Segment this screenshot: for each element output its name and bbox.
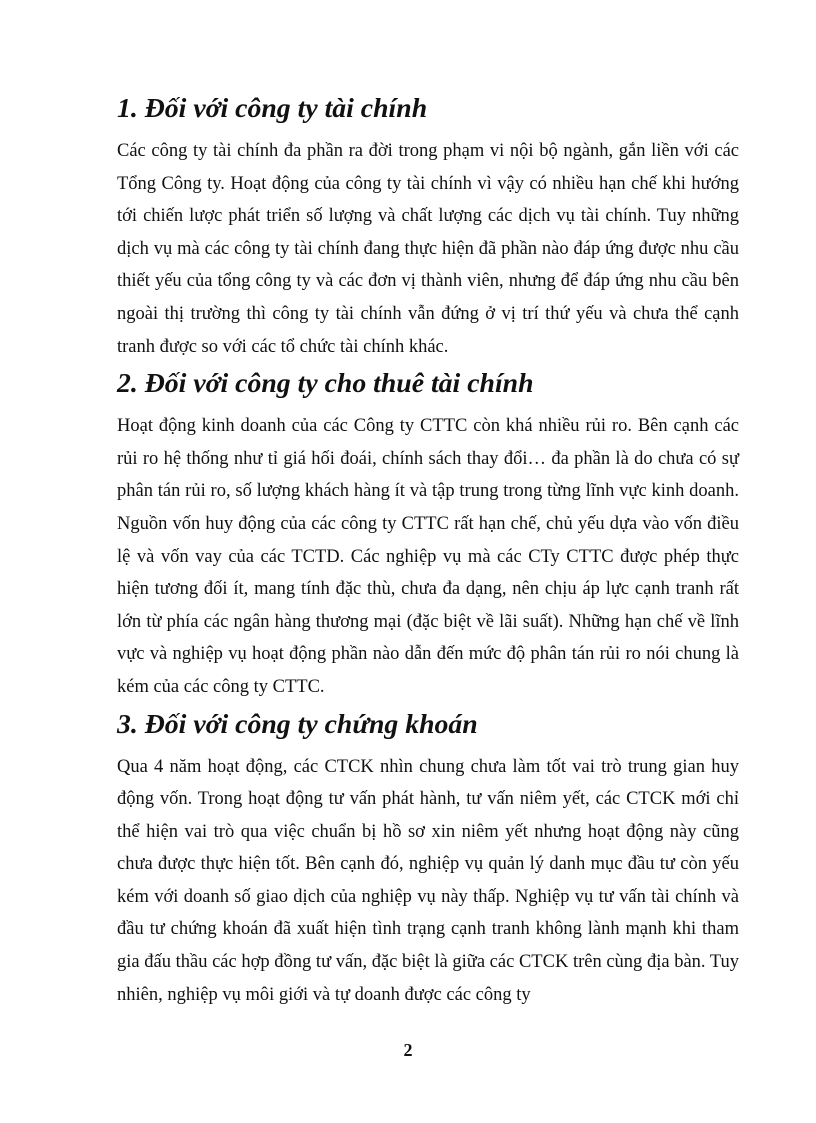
document-body: [117, 92, 739, 1011]
section-paragraph-leasing-company: Hoạt động kinh doanh của các Công ty CTTC còn khá nhiều rủi ro. Bên cạnh các rủi ro hệ thống như tỉ giá hối đoái, chính sách thay đổi… đa phần là do chưa có sự phân tán rủi ro, số lượng khách hàng ít và tập trung trong từng lĩnh vực kinh doanh. Nguồn vốn huy động của các công ty CTTC rất hạn chế, chủ yếu dựa vào vốn điều lệ và vốn vay của các TCTD. Các nghiệp vụ mà các CTy CTTC được phép thực hiện tương đối ít, mang tính đặc thù, chưa đa dạng, nên chịu áp lực cạnh tranh rất lớn từ phía các ngân hàng thương mại (đặc biệt về lãi suất). Những hạn chế về lĩnh vực và nghiệp vụ hoạt động phần nào dẫn đến mức độ phân tán rủi ro nói chung là kém của các công ty CTTC.: [117, 416, 739, 697]
section-paragraph-securities-company: Qua 4 năm hoạt động, các CTCK nhìn chung chưa làm tốt vai trò trung gian huy động vốn. Trong hoạt động tư vấn phát hành, tư vấn niêm yết, các CTCK mới chỉ thể hiện vai trò qua việc chuẩn bị hồ sơ xin niêm yết nhưng hoạt động này cũng chưa được thực hiện tốt. Bên cạnh đó, nghiệp vụ quản lý danh mục đầu tư còn yếu kém với doanh số giao dịch của nghiệp vụ này thấp. Nghiệp vụ tư vấn tài chính và đầu tư chứng khoán đã xuất hiện tình trạng cạnh tranh không lành mạnh khi tham gia đấu thầu các hợp đồng tư vấn, đặc biệt là giữa các CTCK trên cùng địa bàn. Tuy nhiên, nghiệp vụ môi giới và tự doanh được các công ty: [117, 756, 739, 1005]
section-heading-finance-company: 1. Đối với công ty tài chính: [117, 93, 428, 124]
section-heading-leasing-company: 2. Đối với công ty cho thuê tài chính: [117, 368, 534, 400]
section-heading-securities-company: 3. Đối với công ty chứng khoán: [117, 708, 478, 740]
page-number: 2: [403, 1040, 413, 1060]
section-paragraph-finance-company: Các công ty tài chính đa phần ra đời trong phạm vi nội bộ ngành, gắn liền với các Tổng Công ty. Hoạt động của công ty tài chính vì vậy có nhiều hạn chế khi hướng tới chiến lược phát triển số lượng và chất lượng các dịch vụ tài chính. Tuy những dịch vụ mà các công ty tài chính đang thực hiện đã phần nào đáp ứng được nhu cầu thiết yếu của tổng công ty và các đơn vị thành viên, nhưng để đáp ứng nhu cầu bên ngoài thị trường thì công ty tài chính vẫn đứng ở vị trí thứ yếu và chưa thể cạnh tranh được so với các tổ chức tài chính khác.: [117, 141, 739, 357]
